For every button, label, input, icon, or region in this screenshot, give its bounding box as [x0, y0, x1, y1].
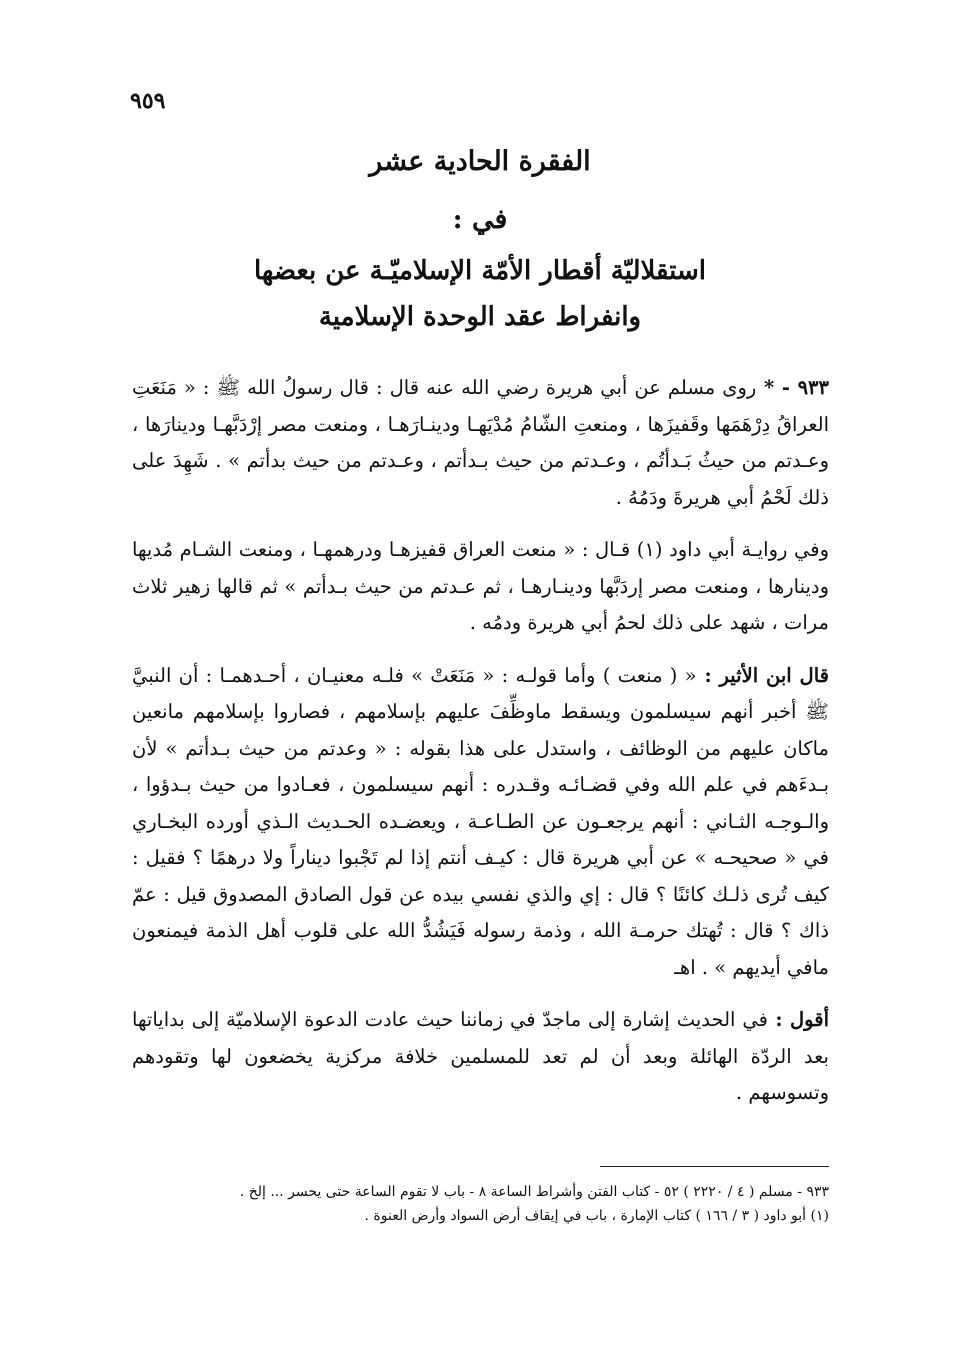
paragraph-hadith-933	[132, 370, 829, 516]
paragraph-lead: أقول :	[767, 1008, 829, 1031]
hadith-number: ٩٣٣ - *	[756, 376, 829, 399]
footnote-divider	[600, 1166, 829, 1167]
paragraph-text: « ( منعت ) وأما قولـه : « مَنَعَتْ » فلـه معنيـان ، أحـدهمـا : أن النبيَّ ﷺ أخبر أنهم سيسلمون ويسقط ماوظِّفَ عليهم بإسلامهم ، فصاروا بإسلامهم مانعين ماكان عليهم من الوظائف ، واستدل على هذا بقوله : « وعدتم من حيث بـدأتم » لأن بـدءَهم في علم الله وفي قضـائـه وقـدره : أنهم سيسلمون ، فعـادوا من حيث بـدؤوا ، والـوجـه الثـاني : أنهم يرجعـون عن الطـاعـة ، ويعضـده الحـديث الـذي أورده البخـاري في « صحيحـه » عن أبي هريرة قال : كيـف أنتم إذا لم تَجْبوا ديناراً ولا درهمًا ؟ فقيل : كيف تُرى ذلـك كائنًا ؟ قال : إي والذي نفسي بيده عن قول الصادق المصدوق قيل : عمّ ذاك ؟ قال : تُهتك حرمـة الله ، وذمة رسوله فَيَشُدُّ الله على قلوب أهل الذمة فيمنعون مافي أيديهم » . اهـ	[132, 663, 829, 979]
paragraph-text: وفي روايـة أبي داود (١) قـال : « منعت العراق قفيزهـا ودرهمهـا ، ومنعت الشـام مُديها ودينارها ، ومنعت مصر إردَبَّها ودينـارهـا ، ثم عـدتم من حيث بـدأتم » ثم قالها زهير ثلاث مرات ، شهد على ذلك لحمُ أبي هريرة ودمُه .	[132, 538, 829, 634]
paragraph-text: روى مسلم عن أبي هريرة رضي الله عنه قال : قال رسولُ الله ﷺ : « مَنَعَتِ العراقُ دِرْهَمَها وقَفيزَها ، ومنعتِ الشّامُ مُدْيَهـا ودينـارَهـا ، ومنعت مصر إرْدَبَّهـا ودينارَها ، وعـدتم من حيثُ بَـدأتُم ، وعـدتم من حيث بـدأتم ، وعـدتم من حيث بدأتم » . شَهِدَ على ذلك لَحْمُ أبي هريرةَ ودَمُهُ .	[132, 376, 829, 509]
footnote-1: ٩٣٣ - مسلم ( ٤ / ٢٢٢٠ ) ٥٢ - كتاب الفتن وأشراط الساعة ٨ - باب لا تقوم الساعة حتى يحسر ... إلخ .	[239, 1184, 829, 1200]
title-block	[130, 140, 830, 340]
paragraph-lead: قال ابن الأثير :	[696, 663, 829, 687]
paragraph-text: في الحديث إشارة إلى ماجدّ في زماننا حيث عادت الدعوة الإسلاميّة إلى بداياتها بعد الردّة الهائلة وبعد أن لم تعد للمسلمين خلافة مركزية يخضعون لها وتقودهم وتسوسهم .	[132, 1008, 829, 1104]
subtitle-line-2: وانفراط عقد الوحدة الإسلامية	[318, 302, 642, 332]
footnotes	[132, 1180, 829, 1228]
footnote-2: (١) أبو داود ( ٣ / ١٦٦ ) كتاب الإمارة ، باب في إيقاف أرض السواد وأرض العنوة .	[364, 1208, 829, 1224]
section-title: الفقرة الحادية عشر	[369, 146, 591, 177]
topic-intro: في :	[452, 204, 508, 235]
paragraph-commentary	[132, 1002, 829, 1112]
subtitle-line-1: استقلاليّة أقطار الأمّة الإسلاميّـة عن بعضها	[253, 256, 707, 286]
paragraph-ibn-al-athir	[132, 658, 829, 987]
page-number: ٩٥٩	[130, 88, 166, 114]
paragraph-abu-dawud	[132, 532, 829, 642]
body-text	[132, 370, 829, 1128]
